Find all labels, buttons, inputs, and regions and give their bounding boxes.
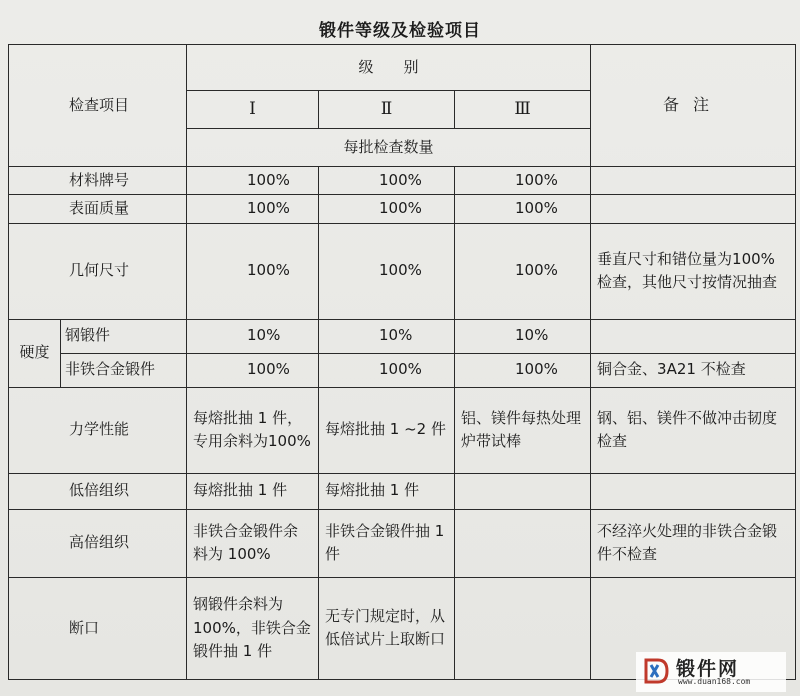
header-grade-3: Ⅲ <box>455 91 591 129</box>
cell-mechanical-g3: 铝、镁件每热处理炉带试棒 <box>455 387 591 473</box>
cell-hardness-steel-g1: 10% <box>187 319 319 353</box>
cell-hardness-nonferrous-g2: 100% <box>319 353 455 387</box>
cell-hardness-nonferrous-remark: 铜合金、3A21 不检查 <box>591 353 796 387</box>
cell-material-g3: 100% <box>455 167 591 195</box>
cell-macro-g2: 每熔批抽 1 件 <box>319 473 455 509</box>
site-watermark-logo <box>636 652 786 692</box>
row-label-hardness-nonferrous: 非铁合金锻件 <box>61 353 187 387</box>
cell-hardness-nonferrous-g3: 100% <box>455 353 591 387</box>
row-label-macro: 低倍组织 <box>9 473 187 509</box>
cell-geometry-g3: 100% <box>455 223 591 319</box>
row-label-material: 材料牌号 <box>9 167 187 195</box>
cell-macro-g3 <box>455 473 591 509</box>
row-label-micro: 高倍组织 <box>9 509 187 577</box>
cell-fracture-g1: 钢锻件余料为100%，非铁合金锻件抽 1 件 <box>187 577 319 680</box>
header-grade-2: Ⅱ <box>319 91 455 129</box>
cell-macro-remark <box>591 473 796 509</box>
cell-geometry-g2: 100% <box>319 223 455 319</box>
cell-macro-g1: 每熔批抽 1 件 <box>187 473 319 509</box>
cell-micro-g2: 非铁合金锻件抽 1 件 <box>319 509 455 577</box>
row-label-geometry: 几何尺寸 <box>9 223 187 319</box>
site-logo-icon <box>640 656 670 686</box>
cell-micro-remark: 不经淬火处理的非铁合金锻件不检查 <box>591 509 796 577</box>
header-check-item: 检查项目 <box>9 45 187 167</box>
cell-surface-remark <box>591 195 796 223</box>
cell-geometry-remark: 垂直尺寸和错位量为100%检查，其他尺寸按情况抽查 <box>591 223 796 319</box>
cell-micro-g3 <box>455 509 591 577</box>
cell-surface-g2: 100% <box>319 195 455 223</box>
cell-mechanical-remark: 钢、铝、镁件不做冲击韧度检查 <box>591 387 796 473</box>
cell-material-g1: 100% <box>187 167 319 195</box>
row-label-mechanical: 力学性能 <box>9 387 187 473</box>
cell-surface-g3: 100% <box>455 195 591 223</box>
header-grade: 级 别 <box>187 45 591 91</box>
header-quantity: 每批检查数量 <box>187 129 591 167</box>
header-grade-1: Ⅰ <box>187 91 319 129</box>
site-logo-url: www.duan168.com <box>678 677 751 686</box>
row-label-hardness: 硬度 <box>9 319 61 387</box>
cell-hardness-steel-g2: 10% <box>319 319 455 353</box>
cell-material-remark <box>591 167 796 195</box>
cell-hardness-nonferrous-g1: 100% <box>187 353 319 387</box>
forging-inspection-table <box>8 44 796 680</box>
site-logo-text: 锻件网 <box>676 658 740 680</box>
row-label-surface: 表面质量 <box>9 195 187 223</box>
cell-fracture-g3 <box>455 577 591 680</box>
row-label-hardness-steel: 钢锻件 <box>61 319 187 353</box>
cell-fracture-g2: 无专门规定时，从低倍试片上取断口 <box>319 577 455 680</box>
cell-hardness-steel-g3: 10% <box>455 319 591 353</box>
cell-hardness-steel-remark <box>591 319 796 353</box>
table-title: 锻件等级及检验项目 <box>319 21 481 41</box>
row-label-fracture: 断口 <box>9 577 187 680</box>
cell-micro-g1: 非铁合金锻件余料为 100% <box>187 509 319 577</box>
cell-mechanical-g1: 每熔批抽 1 件，专用余料为100% <box>187 387 319 473</box>
cell-surface-g1: 100% <box>187 195 319 223</box>
cell-mechanical-g2: 每熔批抽 1 ~2 件 <box>319 387 455 473</box>
cell-material-g2: 100% <box>319 167 455 195</box>
cell-geometry-g1: 100% <box>187 223 319 319</box>
header-remark: 备注 <box>591 45 796 167</box>
